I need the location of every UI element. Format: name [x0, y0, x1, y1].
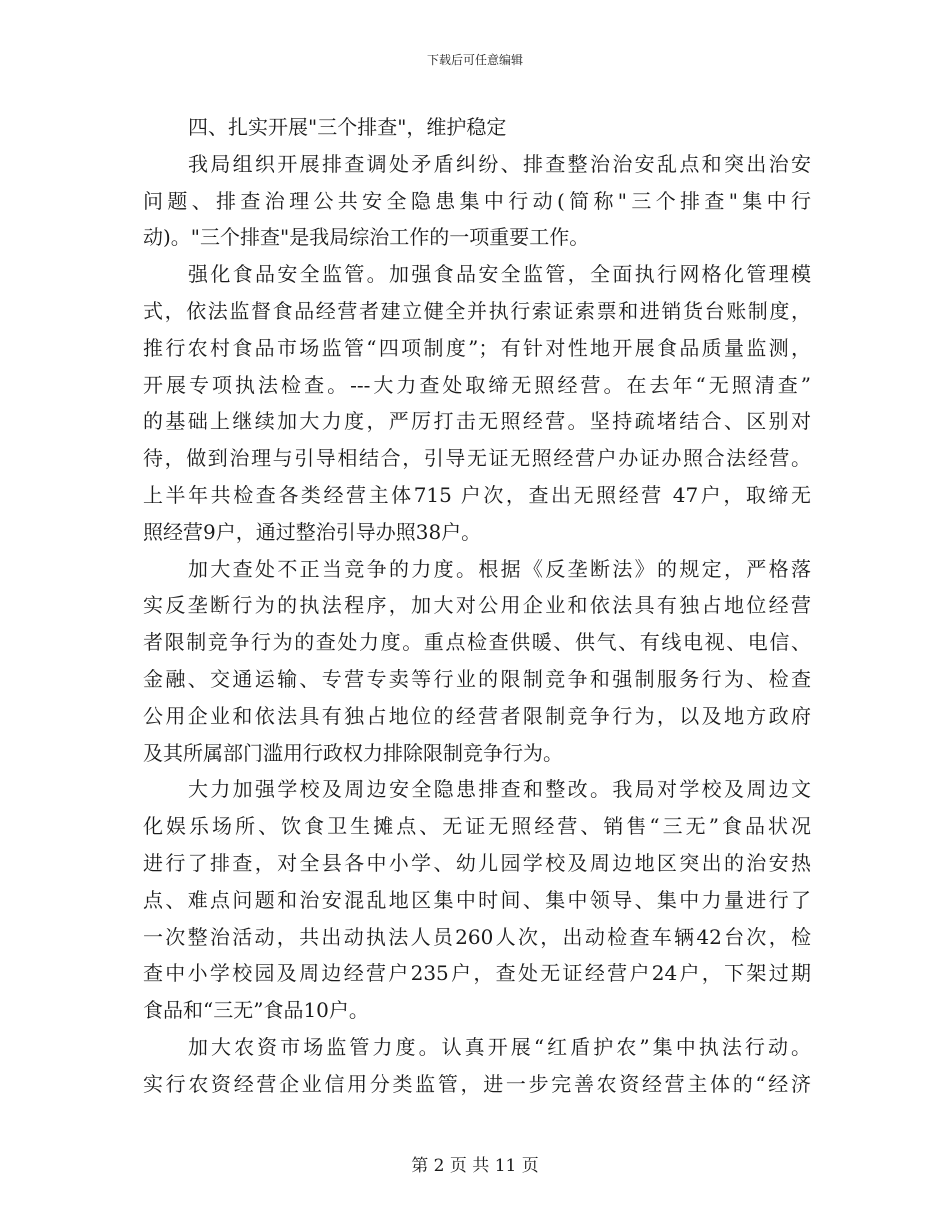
paragraph-line: 食品和“三无”食品10户。 — [143, 998, 369, 1023]
paragraph-line: 实行农资经营企业信用分类监管，进一步完善农资经营主体的“经济 — [143, 1071, 811, 1096]
paragraph-line: 加大农资市场监管力度。认真开展“红盾护农”集中执法行动。 — [188, 1034, 811, 1059]
document-body — [143, 109, 811, 1103]
paragraph-line: 化娱乐场所、饮食卫生摊点、无证无照经营、销售“三无”食品状况 — [143, 814, 811, 839]
paragraph-line: 金融、交通运输、专营专卖等行业的限制竞争和强制服务行为、检查 — [143, 666, 811, 691]
paragraph-line: 照经营9户，通过整治引导办照38户。 — [143, 519, 482, 544]
paragraph-line: 强化食品安全监管。加强食品安全监管，全面执行网格化管理模 — [188, 262, 811, 287]
paragraph-line: 问题、排查治理公共安全隐患集中行动(简称"三个排查"集中行 — [143, 188, 811, 213]
paragraph-line: 点、难点问题和治安混乱地区集中时间、集中领导、集中力量进行了 — [143, 887, 811, 912]
paragraph-line: 开展专项执法检查。---大力查处取缔无照经营。在去年“无照清查” — [143, 372, 811, 397]
paragraph-line: 大力加强学校及周边安全隐患排查和整改。我局对学校及周边文 — [188, 777, 811, 802]
paragraph-line: 查中小学校园及周边经营户235户，查处无证经营户24户，下架过期 — [143, 961, 811, 986]
paragraph-line: 式，依法监督食品经营者建立健全并执行索证索票和进销货台账制度， — [143, 298, 811, 323]
section-heading: 四、扎实开展"三个排查"，维护稳定 — [188, 115, 507, 139]
paragraph-line: 我局组织开展排查调处矛盾纠纷、排查整治治安乱点和突出治安 — [188, 151, 811, 176]
header-note: 下载后可任意编辑 — [426, 53, 523, 67]
paragraph-line: 者限制竞争行为的查处力度。重点检查供暖、供气、有线电视、电信、 — [143, 630, 811, 655]
page-number: 第 2 页 共 11 页 — [411, 1156, 539, 1176]
paragraph-line: 推行农村食品市场监管“四项制度”；有针对性地开展食品质量监测， — [143, 335, 811, 360]
paragraph-line: 待，做到治理与引导相结合，引导无证无照经营户办证办照合法经营。 — [143, 446, 811, 471]
paragraph-line: 一次整治活动，共出动执法人员260人次，出动检查车辆42台次，检 — [143, 924, 811, 949]
paragraph-line: 加大查处不正当竞争的力度。根据《反垄断法》的规定，严格落 — [188, 556, 811, 581]
paragraph-line: 进行了排查，对全县各中小学、幼儿园学校及周边地区突出的治安热 — [143, 850, 811, 875]
paragraph-line: 动)。"三个排查"是我局综治工作的一项重要工作。 — [143, 225, 590, 250]
paragraph-line: 公用企业和依法具有独占地位的经营者限制竞争行为，以及地方政府 — [143, 703, 811, 728]
paragraph-line: 的基础上继续加大力度，严厉打击无照经营。坚持疏堵结合、区别对 — [143, 409, 811, 434]
paragraph-line: 实反垄断行为的执法程序，加大对公用企业和依法具有独占地位经营 — [143, 593, 811, 618]
paragraph-line: 及其所属部门滥用行政权力排除限制竞争行为。 — [143, 740, 563, 765]
paragraph-line: 上半年共检查各类经营主体715 户次，查出无照经营 47户，取缔无 — [143, 482, 811, 507]
